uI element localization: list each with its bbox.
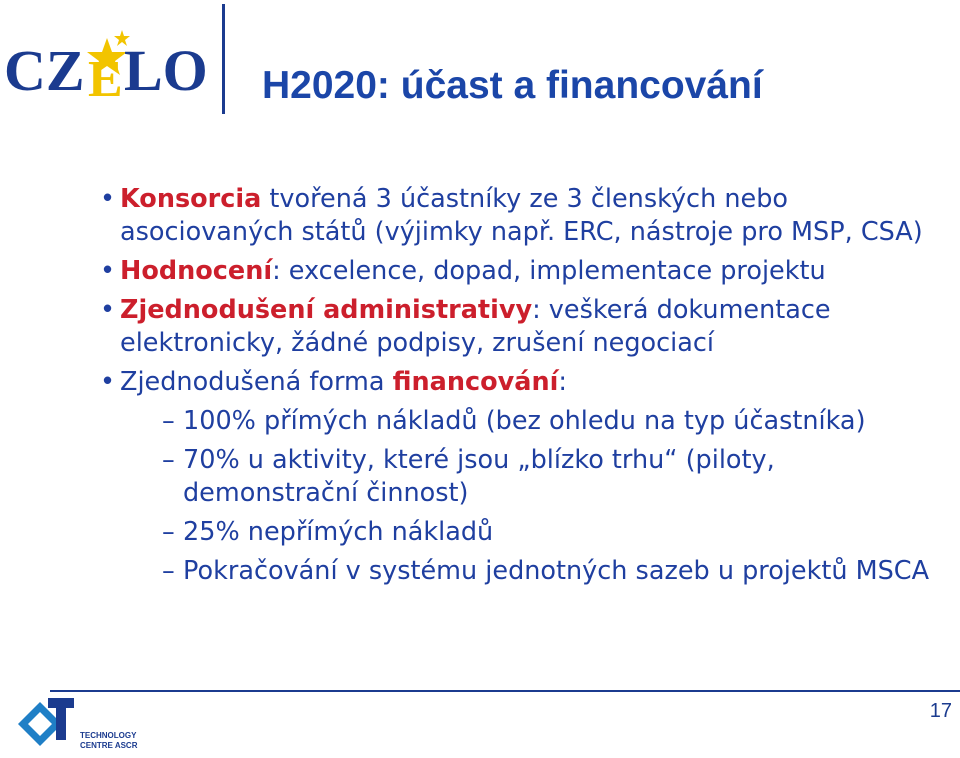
- dash-icon: –: [162, 406, 175, 436]
- page-number: 17: [929, 700, 952, 722]
- bullet-item: • Zjednodušení administrativy: veškerá dokumentace elektronicky, žádné podpisy, zrušení negociací: [100, 295, 831, 358]
- sub-bullet-item: – 25% nepřímých nákladů: [162, 517, 494, 547]
- dash-icon: –: [162, 445, 175, 475]
- bullet-dot-icon: •: [100, 256, 116, 286]
- tc-logo-line1: TECHNOLOGY: [80, 731, 137, 740]
- dash-icon: –: [162, 517, 175, 547]
- bullet-dot-icon: •: [100, 184, 116, 214]
- dash-icon: –: [162, 556, 175, 586]
- bullet-dot-icon: •: [100, 367, 116, 397]
- bullet-item: • Hodnocení: excelence, dopad, implementace projektu: [100, 256, 826, 286]
- czelo-logo: [4, 26, 214, 118]
- footer-divider: [50, 690, 960, 692]
- logo-text-right: LO: [124, 38, 208, 103]
- logo-text-left: CZ: [4, 38, 85, 103]
- bullet-item: • Zjednodušená forma financování:: [100, 367, 567, 397]
- page-title: H2020: účast a financování: [262, 64, 763, 107]
- sub-bullet-item: – 70% u aktivity, které jsou „blízko trhu“ (piloty, demonstrační činnost): [162, 445, 775, 508]
- sub-bullet-item: – Pokračování v systému jednotných sazeb u projektů MSCA: [162, 556, 930, 586]
- tc-diamond-icon: [18, 698, 74, 746]
- sub-bullet-item: – 100% přímých nákladů (bez ohledu na typ účastníka): [162, 406, 866, 436]
- technology-centre-logo: [18, 696, 168, 756]
- bullet-item: • Konsorcia tvořená 3 účastníky ze 3 členských nebo asociovaných států (výjimky např. ERC, nástroje pro MSP, CSA): [100, 184, 923, 247]
- header-divider: [222, 4, 225, 114]
- bullet-dot-icon: •: [100, 295, 116, 325]
- tc-logo-line2: CENTRE ASCR: [80, 741, 138, 750]
- logo-star-letter: E: [88, 51, 123, 108]
- slide-content: [100, 183, 950, 594]
